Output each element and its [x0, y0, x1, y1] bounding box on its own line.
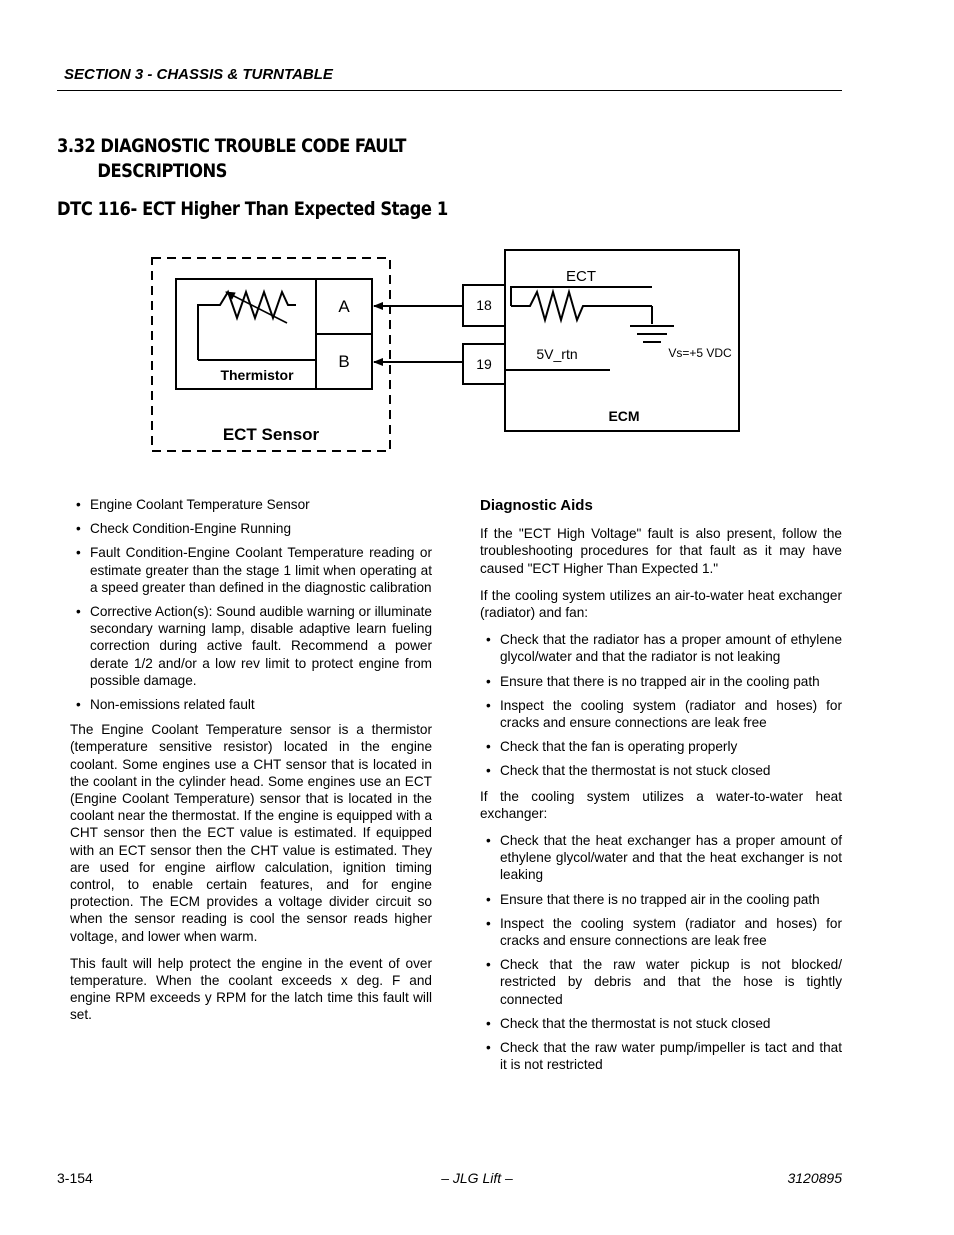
list-item: • Check that the raw water pickup is not blocked/ restricted by debris and that the hose is tightly connected: [480, 956, 842, 1008]
document-number: 3120895: [787, 1170, 842, 1186]
left-column: [70, 496, 432, 1034]
page-number: 3-154: [57, 1170, 93, 1186]
aids-intro: If the "ECT High Voltage" fault is also present, follow the troubleshooting procedures for that fault as it may have caused "ECT Higher Than Expected 1.": [480, 526, 842, 576]
ecm-label: ECM: [608, 408, 640, 424]
fault-info-list: [70, 496, 432, 713]
title-line-2: DESCRIPTIONS: [97, 160, 227, 182]
list-item: • Inspect the cooling system (radiator and hoses) for cracks and ensure connections are leak free: [480, 697, 842, 731]
section-header: SECTION 3 - CHASSIS & TURNTABLE: [64, 66, 333, 83]
dtc-subtitle: DTC 116- ECT Higher Than Expected Stage 1: [57, 198, 448, 220]
ect-signal-label: ECT: [566, 268, 596, 285]
pin-18-label: 18: [476, 297, 492, 313]
rtn-label: 5V_rtn: [536, 346, 578, 362]
list-item: • Check that the radiator has a proper amount of ethylene glycol/water and that the radiator is not leaking: [480, 631, 842, 665]
list-item: • Ensure that there is no trapped air in the cooling path: [480, 891, 842, 908]
air-to-water-intro: If the cooling system utilizes an air-to-water heat exchanger (radiator) and fan:: [480, 587, 842, 621]
thermistor-label: Thermistor: [220, 367, 294, 383]
list-item: • Non-emissions related fault: [70, 696, 432, 713]
sensor-boundary: [152, 258, 390, 451]
list-item: • Check Condition-Engine Running: [70, 520, 432, 537]
water-to-water-intro: If the cooling system utilizes a water-to-water heat exchanger:: [480, 788, 842, 821]
list-item: • Check that the fan is operating properly: [480, 738, 842, 755]
ecm-box: [505, 250, 739, 431]
pin-19-label: 19: [476, 356, 492, 372]
ect-sensor-label: ECT Sensor: [222, 425, 320, 444]
list-item: • Corrective Action(s): Sound audible warning or illuminate secondary warning lamp, disable adaptive learn fueling correction during active fault. Recommend a power derate 1/2 and/or a low rev limit to protect engine from possible damage.: [70, 603, 432, 689]
list-item: • Inspect the cooling system (radiator and hoses) for cracks and ensure connections are leak free: [480, 915, 842, 949]
list-item: • Ensure that there is no trapped air in the cooling path: [480, 673, 842, 690]
water-to-water-checklist: [480, 832, 842, 1073]
list-item: • Check that the thermostat is not stuck closed: [480, 762, 842, 779]
sensor-description: The Engine Coolant Temperature sensor is a thermistor (temperature sensitive resistor) located in the engine coolant. Some engines use a CHT sensor that is located in the coolant in the cylinder head. Some engines use an ECT (Engine Coolant Temperature) sensor that is located in the coolant near the thermostat. If the engine is equipped with a CHT sensor then the ECT value is estimated. If equipped with an ECT sensor then the CHT value is estimated. They are used for engine airflow calculation, ignition timing control, to enable certain features, and for engine protection. The ECM provides a voltage divider circuit so when the sensor reading is cool the sensor reads higher voltage, and lower when warm.: [70, 722, 432, 944]
ect-wiring-diagram: [0, 0, 954, 470]
list-item: • Check that the raw water pump/impeller is tact and that it is not restricted: [480, 1039, 842, 1073]
list-item: • Check that the thermostat is not stuck closed: [480, 1015, 842, 1032]
air-to-water-checklist: [480, 631, 842, 779]
list-item: • Engine Coolant Temperature Sensor: [70, 496, 432, 513]
pin-b-label: B: [338, 352, 350, 371]
footer-center: – JLG Lift –: [441, 1170, 513, 1186]
pin-a-label: A: [338, 297, 350, 316]
list-item: • Check that the heat exchanger has a proper amount of ethylene glycol/water and that the heat exchanger is not leaking: [480, 832, 842, 884]
title-line-1: 3.32 DIAGNOSTIC TROUBLE CODE FAULT: [57, 135, 406, 157]
supply-voltage-label: Vs=+5 VDC: [668, 346, 732, 360]
fault-description: This fault will help protect the engine in the event of over temperature. When the coolant exceeds x deg. F and engine RPM exceeds y RPM for the latch time this fault will set.: [70, 955, 432, 1023]
diagnostic-aids-heading: Diagnostic Aids: [480, 497, 593, 514]
pullup-resistor: [511, 292, 652, 320]
right-column: [480, 497, 842, 1081]
list-item: • Fault Condition-Engine Coolant Temperature reading or estimate greater than the stage 1 limit when operating at a speed greater than defined in the diagnostic calibration: [70, 544, 432, 596]
